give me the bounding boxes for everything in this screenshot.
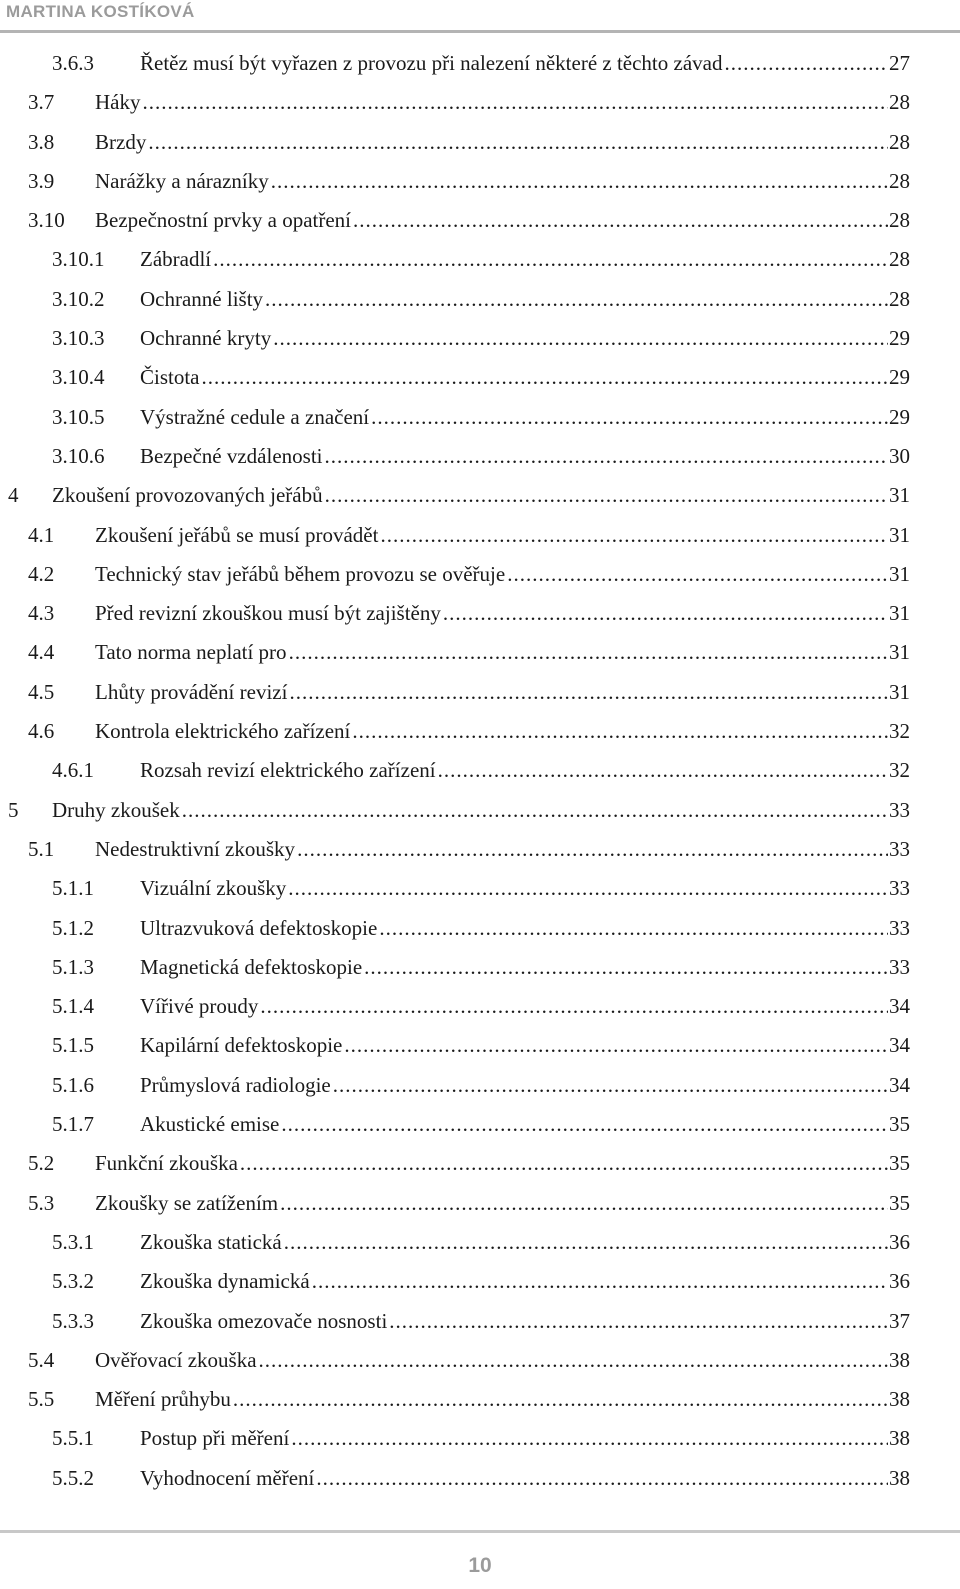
toc-entry-page: 38 xyxy=(889,1347,910,1372)
toc-dot-leader xyxy=(325,444,889,469)
toc-entry-number: 5.1.5 xyxy=(52,1033,94,1058)
toc-entry-number: 5.5.1 xyxy=(52,1426,94,1451)
toc-entry-title: Vizuální zkoušky xyxy=(140,876,287,901)
toc-dot-leader xyxy=(379,916,888,941)
toc-entry-title: Magnetická defektoskopie xyxy=(140,954,363,979)
toc-entry[interactable] xyxy=(0,1423,960,1462)
table-of-contents xyxy=(0,48,960,1502)
toc-entry-page: 32 xyxy=(889,758,910,783)
toc-entry[interactable] xyxy=(0,991,960,1030)
toc-entry[interactable] xyxy=(0,1070,960,1109)
toc-entry-title: Čistota xyxy=(140,365,200,390)
toc-dot-leader xyxy=(380,523,888,548)
toc-entry[interactable] xyxy=(0,952,960,991)
toc-entry[interactable] xyxy=(0,205,960,244)
toc-entry[interactable] xyxy=(0,87,960,126)
toc-entry[interactable] xyxy=(0,441,960,480)
toc-entry-page: 38 xyxy=(889,1387,910,1412)
toc-entry-number: 5.2 xyxy=(28,1151,55,1176)
toc-dot-leader xyxy=(233,1387,888,1412)
toc-entry[interactable] xyxy=(0,362,960,401)
toc-dot-leader xyxy=(265,287,888,312)
toc-entry-title: Rozsah revizí elektrického zařízení xyxy=(140,758,436,783)
toc-entry[interactable] xyxy=(0,1030,960,1069)
toc-dot-leader xyxy=(297,837,888,862)
toc-entry-number: 5.5 xyxy=(28,1387,55,1412)
toc-entry-title: Zkoušení jeřábů se musí provádět xyxy=(95,522,379,547)
toc-entry-number: 5.3.1 xyxy=(52,1229,94,1254)
toc-entry[interactable] xyxy=(0,637,960,676)
toc-entry-page: 33 xyxy=(889,797,910,822)
toc-entry-number: 3.6.3 xyxy=(52,51,94,75)
toc-entry-number: 5.1.1 xyxy=(52,876,94,901)
toc-entry[interactable] xyxy=(0,559,960,598)
toc-entry-number: 4.3 xyxy=(28,601,55,626)
toc-entry-number: 5 xyxy=(8,797,19,822)
toc-entry-page: 28 xyxy=(889,168,910,193)
toc-entry-title: Tato norma neplatí pro xyxy=(95,640,287,665)
toc-entry[interactable] xyxy=(0,323,960,362)
toc-dot-leader xyxy=(291,1426,888,1451)
toc-dot-leader xyxy=(333,1073,888,1098)
toc-entry-title: Před revizní zkouškou musí být zajištěny xyxy=(95,601,441,626)
footer-divider xyxy=(0,1530,960,1533)
toc-dot-leader xyxy=(724,51,888,76)
toc-entry-title: Narážky a nárazníky xyxy=(95,168,269,193)
toc-entry[interactable] xyxy=(0,1266,960,1305)
toc-dot-leader xyxy=(371,405,888,430)
toc-entry-page: 35 xyxy=(889,1190,910,1215)
toc-entry[interactable] xyxy=(0,1227,960,1266)
toc-entry-number: 5.3.3 xyxy=(52,1308,94,1333)
toc-entry-page: 38 xyxy=(889,1465,910,1490)
toc-entry-title: Průmyslová radiologie xyxy=(140,1072,331,1097)
toc-dot-leader xyxy=(240,1151,888,1176)
toc-entry-number: 3.9 xyxy=(28,168,55,193)
toc-entry-title: Zábradlí xyxy=(140,247,212,272)
toc-entry-page: 29 xyxy=(889,326,910,351)
toc-entry-page: 35 xyxy=(889,1112,910,1137)
toc-entry-number: 4.4 xyxy=(28,640,55,665)
toc-dot-leader xyxy=(202,365,888,390)
toc-dot-leader xyxy=(507,562,888,587)
toc-entry-page: 31 xyxy=(889,601,910,626)
toc-entry-title: Druhy zkoušek xyxy=(52,797,180,822)
toc-entry-page: 36 xyxy=(889,1229,910,1254)
toc-entry-title: Technický stav jeřábů během provozu se ověřuje xyxy=(95,561,506,586)
toc-entry-number: 4.5 xyxy=(28,679,55,704)
toc-entry-number: 4.1 xyxy=(28,522,55,547)
toc-entry-page: 28 xyxy=(889,247,910,272)
toc-dot-leader xyxy=(284,1230,888,1255)
toc-entry[interactable] xyxy=(0,716,960,755)
toc-entry-page: 31 xyxy=(889,679,910,704)
toc-entry-title: Zkouška omezovače nosnosti xyxy=(140,1308,388,1333)
toc-entry-title: Postup při měření xyxy=(140,1426,290,1451)
toc-entry-page: 31 xyxy=(889,640,910,665)
toc-entry-page: 36 xyxy=(889,1269,910,1294)
toc-entry-title: Brzdy xyxy=(95,129,147,154)
toc-entry-title: Kontrola elektrického zařízení xyxy=(95,719,351,744)
toc-entry-title: Zkoušky se zatížením xyxy=(95,1190,279,1215)
toc-entry[interactable] xyxy=(0,48,960,87)
toc-entry-page: 28 xyxy=(889,129,910,154)
toc-dot-leader xyxy=(389,1309,888,1334)
toc-entry[interactable] xyxy=(0,1463,960,1502)
toc-entry[interactable] xyxy=(0,127,960,166)
toc-entry-page: 31 xyxy=(889,561,910,586)
toc-dot-leader xyxy=(273,326,888,351)
toc-dot-leader xyxy=(344,1033,888,1058)
toc-entry-page: 34 xyxy=(889,994,910,1019)
toc-entry-page: 27 xyxy=(889,51,910,75)
toc-entry-title: Měření průhybu xyxy=(95,1387,231,1412)
toc-entry-number: 3.7 xyxy=(28,90,55,115)
toc-dot-leader xyxy=(443,601,888,626)
toc-dot-leader xyxy=(213,247,888,272)
toc-entry-number: 4 xyxy=(8,483,19,508)
toc-dot-leader xyxy=(143,90,889,115)
toc-entry-page: 38 xyxy=(889,1426,910,1451)
toc-entry[interactable] xyxy=(0,1384,960,1423)
toc-entry-title: Zkouška dynamická xyxy=(140,1269,310,1294)
toc-entry[interactable] xyxy=(0,795,960,834)
toc-entry[interactable] xyxy=(0,834,960,873)
toc-entry-number: 3.10.6 xyxy=(52,443,105,468)
toc-entry-number: 3.10.4 xyxy=(52,365,105,390)
toc-dot-leader xyxy=(316,1466,888,1491)
toc-entry-title: Ultrazvuková defektoskopie xyxy=(140,915,378,940)
toc-entry-number: 5.1.6 xyxy=(52,1072,94,1097)
toc-entry-title: Ochranné lišty xyxy=(140,286,264,311)
toc-dot-leader xyxy=(281,1112,888,1137)
toc-entry[interactable] xyxy=(0,480,960,519)
toc-entry-number: 5.3.2 xyxy=(52,1269,94,1294)
toc-entry-title: Akustické emise xyxy=(140,1112,280,1137)
toc-entry[interactable] xyxy=(0,677,960,716)
toc-dot-leader xyxy=(148,130,888,155)
toc-entry-title: Kapilární defektoskopie xyxy=(140,1033,343,1058)
toc-dot-leader xyxy=(325,483,888,508)
toc-entry-title: Zkoušení provozovaných jeřábů xyxy=(52,483,323,508)
toc-entry-page: 34 xyxy=(889,1072,910,1097)
toc-entry[interactable] xyxy=(0,244,960,283)
toc-entry-page: 33 xyxy=(889,836,910,861)
toc-entry-number: 3.10 xyxy=(28,208,65,233)
toc-entry-page: 33 xyxy=(889,954,910,979)
toc-entry[interactable] xyxy=(0,1345,960,1384)
toc-entry-title: Bezpečnostní prvky a opatření xyxy=(95,208,351,233)
toc-entry-page: 35 xyxy=(889,1151,910,1176)
toc-entry-title: Nedestruktivní zkoušky xyxy=(95,836,296,861)
toc-entry-page: 31 xyxy=(889,483,910,508)
toc-entry-title: Ověřovací zkouška xyxy=(95,1347,257,1372)
toc-entry-title: Řetěz musí být vyřazen z provozu při nalezení některé z těchto závad xyxy=(140,51,723,75)
toc-entry-title: Zkouška statická xyxy=(140,1229,282,1254)
toc-entry[interactable] xyxy=(0,166,960,205)
toc-dot-leader xyxy=(271,169,888,194)
header-author: MARTINA KOSTÍKOVÁ xyxy=(6,2,195,21)
toc-entry-page: 37 xyxy=(889,1308,910,1333)
toc-dot-leader xyxy=(289,640,888,665)
page-number: 10 xyxy=(468,1554,492,1577)
toc-entry-page: 28 xyxy=(889,90,910,115)
toc-dot-leader xyxy=(260,994,888,1019)
toc-entry-page: 29 xyxy=(889,404,910,429)
toc-entry[interactable] xyxy=(0,598,960,637)
toc-entry[interactable] xyxy=(0,913,960,952)
toc-dot-leader xyxy=(353,208,888,233)
toc-dot-leader xyxy=(364,955,888,980)
toc-entry-page: 33 xyxy=(889,915,910,940)
toc-dot-leader xyxy=(182,798,888,823)
toc-entry-page: 30 xyxy=(889,443,910,468)
toc-entry-number: 4.6 xyxy=(28,719,55,744)
toc-entry-title: Ochranné kryty xyxy=(140,326,272,351)
toc-entry-page: 34 xyxy=(889,1033,910,1058)
toc-entry-title: Lhůty provádění revizí xyxy=(95,679,288,704)
toc-entry-number: 5.1.7 xyxy=(52,1112,94,1137)
toc-entry[interactable] xyxy=(0,1306,960,1345)
toc-entry[interactable] xyxy=(0,284,960,323)
toc-dot-leader xyxy=(280,1191,888,1216)
toc-entry[interactable] xyxy=(0,1109,960,1148)
toc-entry-number: 4.6.1 xyxy=(52,758,94,783)
toc-entry-number: 5.1 xyxy=(28,836,55,861)
toc-entry-number: 3.10.3 xyxy=(52,326,105,351)
toc-entry[interactable] xyxy=(0,1148,960,1187)
toc-entry-number: 5.5.2 xyxy=(52,1465,94,1490)
toc-dot-leader xyxy=(312,1269,888,1294)
toc-entry[interactable] xyxy=(0,1188,960,1227)
toc-entry-number: 3.10.5 xyxy=(52,404,105,429)
toc-entry-title: Háky xyxy=(95,90,141,115)
toc-entry-title: Funkční zkouška xyxy=(95,1151,238,1176)
toc-entry-number: 4.2 xyxy=(28,561,55,586)
toc-entry-page: 29 xyxy=(889,365,910,390)
toc-entry-page: 31 xyxy=(889,522,910,547)
toc-entry-title: Výstražné cedule a značení xyxy=(140,404,370,429)
toc-entry-page: 32 xyxy=(889,719,910,744)
toc-dot-leader xyxy=(288,876,888,901)
toc-entry-title: Bezpečné vzdálenosti xyxy=(140,443,323,468)
toc-entry-page: 33 xyxy=(889,876,910,901)
toc-entry-page: 28 xyxy=(889,286,910,311)
toc-entry[interactable] xyxy=(0,402,960,441)
toc-entry-number: 3.8 xyxy=(28,129,55,154)
toc-dot-leader xyxy=(438,758,888,783)
header-divider xyxy=(0,30,960,33)
toc-entry-number: 5.4 xyxy=(28,1347,55,1372)
toc-entry-number: 3.10.1 xyxy=(52,247,105,272)
toc-entry[interactable] xyxy=(0,755,960,794)
toc-entry-title: Vyhodnocení měření xyxy=(140,1465,315,1490)
toc-entry-number: 5.1.3 xyxy=(52,954,94,979)
toc-entry-number: 5.3 xyxy=(28,1190,55,1215)
toc-entry[interactable] xyxy=(0,873,960,912)
toc-entry-number: 5.1.4 xyxy=(52,994,94,1019)
toc-entry-number: 3.10.2 xyxy=(52,286,105,311)
toc-entry-title: Vířivé proudy xyxy=(140,994,259,1019)
toc-entry-number: 5.1.2 xyxy=(52,915,94,940)
toc-dot-leader xyxy=(289,680,888,705)
toc-entry[interactable] xyxy=(0,520,960,559)
toc-entry-page: 28 xyxy=(889,208,910,233)
toc-dot-leader xyxy=(352,719,888,744)
toc-dot-leader xyxy=(259,1348,888,1373)
